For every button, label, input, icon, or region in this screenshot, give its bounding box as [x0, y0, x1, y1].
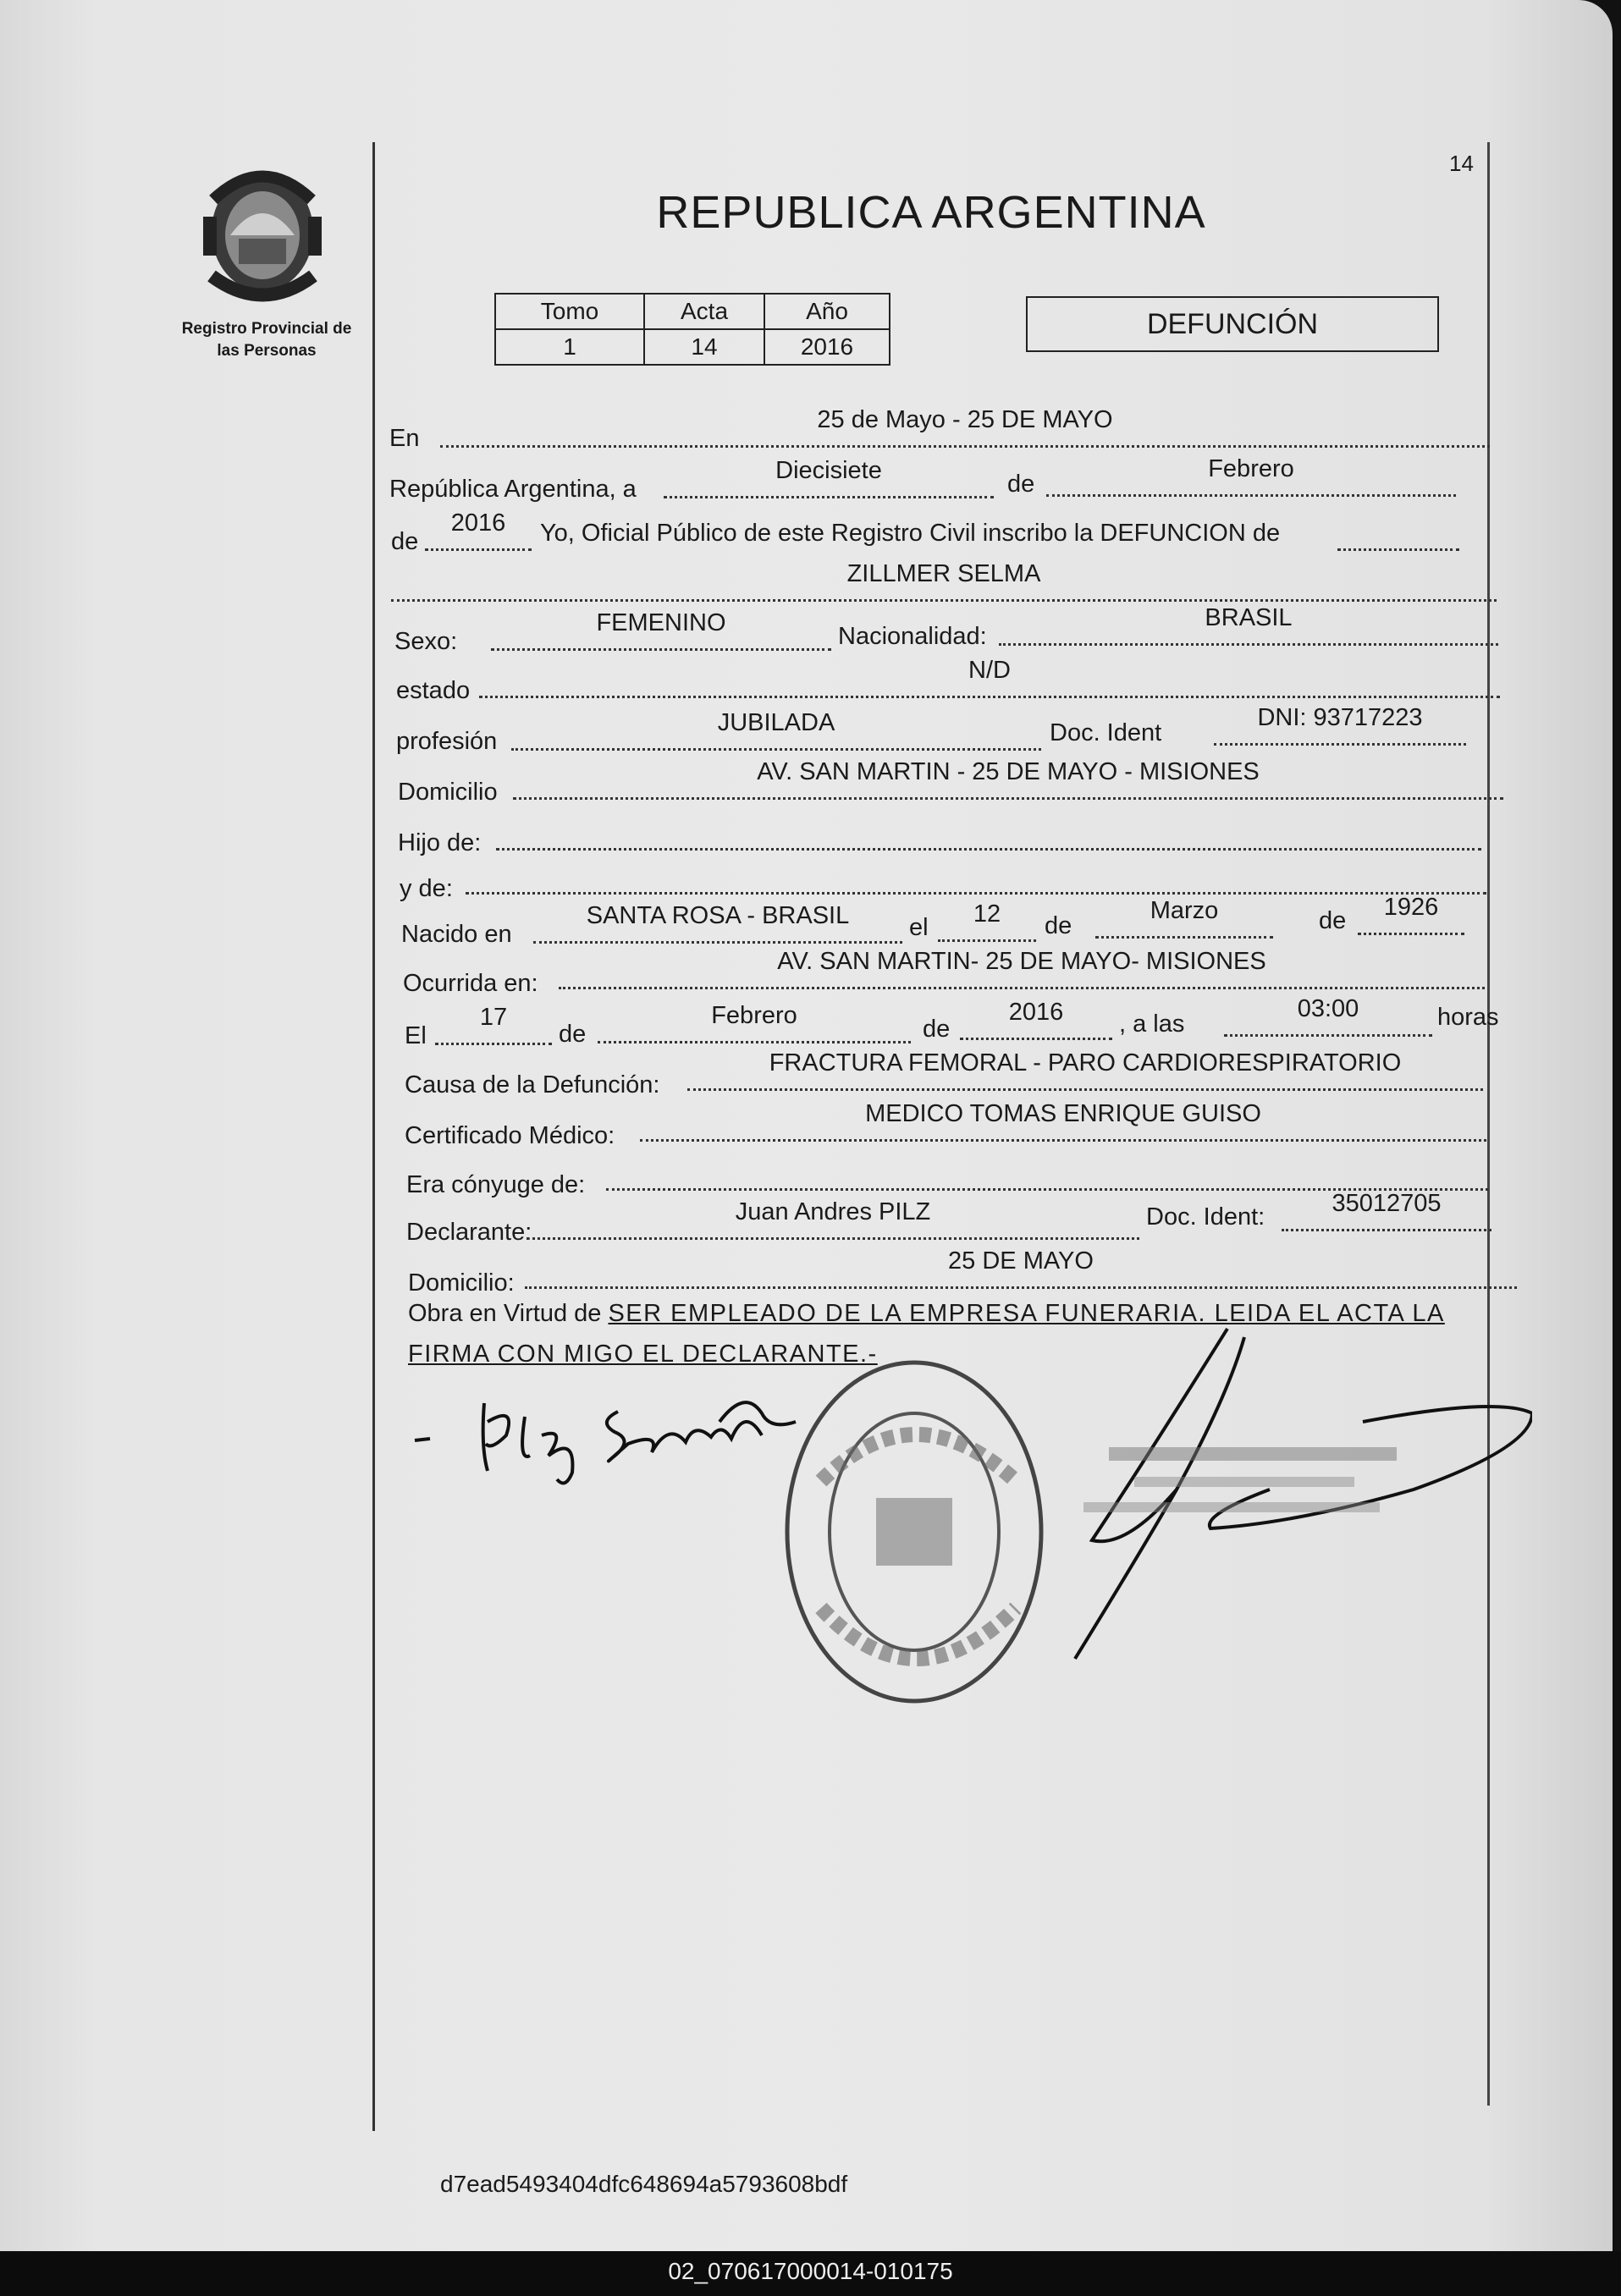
hijo-label: Hijo de:	[398, 829, 482, 856]
value-anio: 2016	[764, 329, 890, 365]
registry-label-line2: las Personas	[217, 342, 317, 360]
de-label-1: de	[1007, 471, 1035, 498]
field-domicilio: AV. SAN MARTIN - 25 DE MAYO - MISIONES	[513, 767, 1503, 800]
header-tomo: Tomo	[495, 294, 644, 329]
field-nacionalidad: BRASIL	[999, 613, 1498, 646]
field-doc2: 35012705	[1282, 1198, 1491, 1231]
estado-label: estado	[396, 677, 471, 704]
field-ocurrida: AV. SAN MARTIN- 25 DE MAYO- MISIONES	[559, 956, 1485, 989]
field-nac-anio: 1926	[1358, 902, 1464, 935]
field-sexo: FEMENINO	[491, 618, 831, 651]
field-declarante: Juan Andres PILZ	[527, 1207, 1139, 1240]
field-profesion: JUBILADA	[511, 718, 1041, 751]
value-tomo: 1	[495, 329, 644, 365]
official-signature	[1058, 1320, 1532, 1676]
field-certificado: MEDICO TOMAS ENRIQUE GUISO	[640, 1109, 1486, 1142]
en-label: En	[389, 425, 420, 452]
nacido-label: Nacido en	[401, 921, 512, 948]
field-nac-mes: Marzo	[1095, 906, 1273, 939]
field-doc: DNI: 93717223	[1214, 713, 1466, 746]
field-def-anio: 2016	[960, 1007, 1112, 1040]
obra-text-1: SER EMPLEADO DE LA EMPRESA FUNERARIA. LEIDA EL ACTA LA	[608, 1300, 1445, 1327]
field-dia-registro: Diecisiete	[664, 465, 994, 498]
domicilio-label: Domicilio	[398, 779, 498, 806]
record-table-value-row	[495, 329, 890, 365]
de-label-5: de	[559, 1021, 587, 1048]
value-acta: 14	[644, 329, 764, 365]
field-en: 25 de Mayo - 25 DE MAYO	[440, 415, 1490, 448]
registry-label-line1: Registro Provincial de	[181, 320, 352, 338]
footer-code: 02_070617000014-010175	[668, 2258, 953, 2284]
header-acta: Acta	[644, 294, 764, 329]
registry-label	[161, 318, 372, 362]
field-estado: N/D	[479, 665, 1500, 698]
domicilio2-label: Domicilio:	[408, 1269, 515, 1297]
provincial-crest-logo	[196, 157, 328, 303]
de-label-6: de	[923, 1016, 951, 1043]
field-conyuge	[606, 1158, 1488, 1191]
causa-label: Causa de la Defunción:	[405, 1071, 660, 1098]
republica-label: República Argentina, a	[389, 476, 637, 503]
doc-label: Doc. Ident	[1050, 719, 1162, 746]
document-title: REPUBLICA ARGENTINA	[656, 187, 1206, 238]
certificado-label: Certificado Médico:	[405, 1122, 615, 1149]
field-yde	[466, 862, 1486, 895]
field-nac-dia: 12	[938, 909, 1036, 942]
yde-label: y de:	[400, 875, 453, 902]
de-label-4: de	[1319, 907, 1347, 934]
el2-label: El	[405, 1022, 427, 1049]
document-hash: d7ead5493404dfc648694a5793608bdf	[440, 2171, 848, 2197]
ocurrida-label: Ocurrida en:	[403, 970, 538, 997]
nacionalidad-label: Nacionalidad:	[838, 623, 987, 650]
declarante-label: Declarante:	[406, 1219, 532, 1246]
obra-text-2: FIRMA CON MIGO EL DECLARANTE.-	[408, 1341, 878, 1368]
page-number: 14	[1449, 151, 1474, 176]
alas-label: , a las	[1119, 1010, 1185, 1038]
field-mes-registro: Febrero	[1046, 464, 1456, 497]
left-margin-rule	[372, 142, 375, 2131]
obra-label: Obra en Virtud de	[408, 1300, 602, 1327]
field-def-mes: Febrero	[598, 1010, 911, 1043]
field-def-dia: 17	[435, 1012, 552, 1045]
field-nombre: ZILLMER SELMA	[391, 569, 1497, 602]
field-domicilio2: 25 DE MAYO	[525, 1256, 1517, 1289]
field-causa: FRACTURA FEMORAL - PARO CARDIORESPIRATORIO	[687, 1058, 1483, 1091]
record-table-header-row	[495, 294, 890, 329]
record-type-box: DEFUNCIÓN	[1026, 296, 1439, 352]
horas-label: horas	[1437, 1004, 1499, 1031]
de-label-3: de	[1045, 912, 1072, 939]
field-nacido-en: SANTA ROSA - BRASIL	[533, 911, 902, 944]
field-trailing-1	[1337, 518, 1459, 551]
sexo-label: Sexo:	[394, 628, 458, 655]
record-table	[494, 293, 890, 366]
header-anio: Año	[764, 294, 890, 329]
conyuge-label: Era cónyuge de:	[406, 1171, 586, 1198]
yo-text: Yo, Oficial Público de este Registro Civil inscribo la DEFUNCION de	[540, 520, 1281, 547]
field-anio-registro: 2016	[425, 518, 532, 551]
profesion-label: profesión	[396, 728, 498, 755]
field-hijo	[496, 818, 1481, 851]
field-def-hora: 03:00	[1224, 1004, 1432, 1037]
doc2-label: Doc. Ident:	[1146, 1203, 1265, 1231]
official-stamp	[770, 1354, 1058, 1710]
el-label: el	[909, 914, 929, 941]
de-label-2: de	[391, 528, 419, 555]
